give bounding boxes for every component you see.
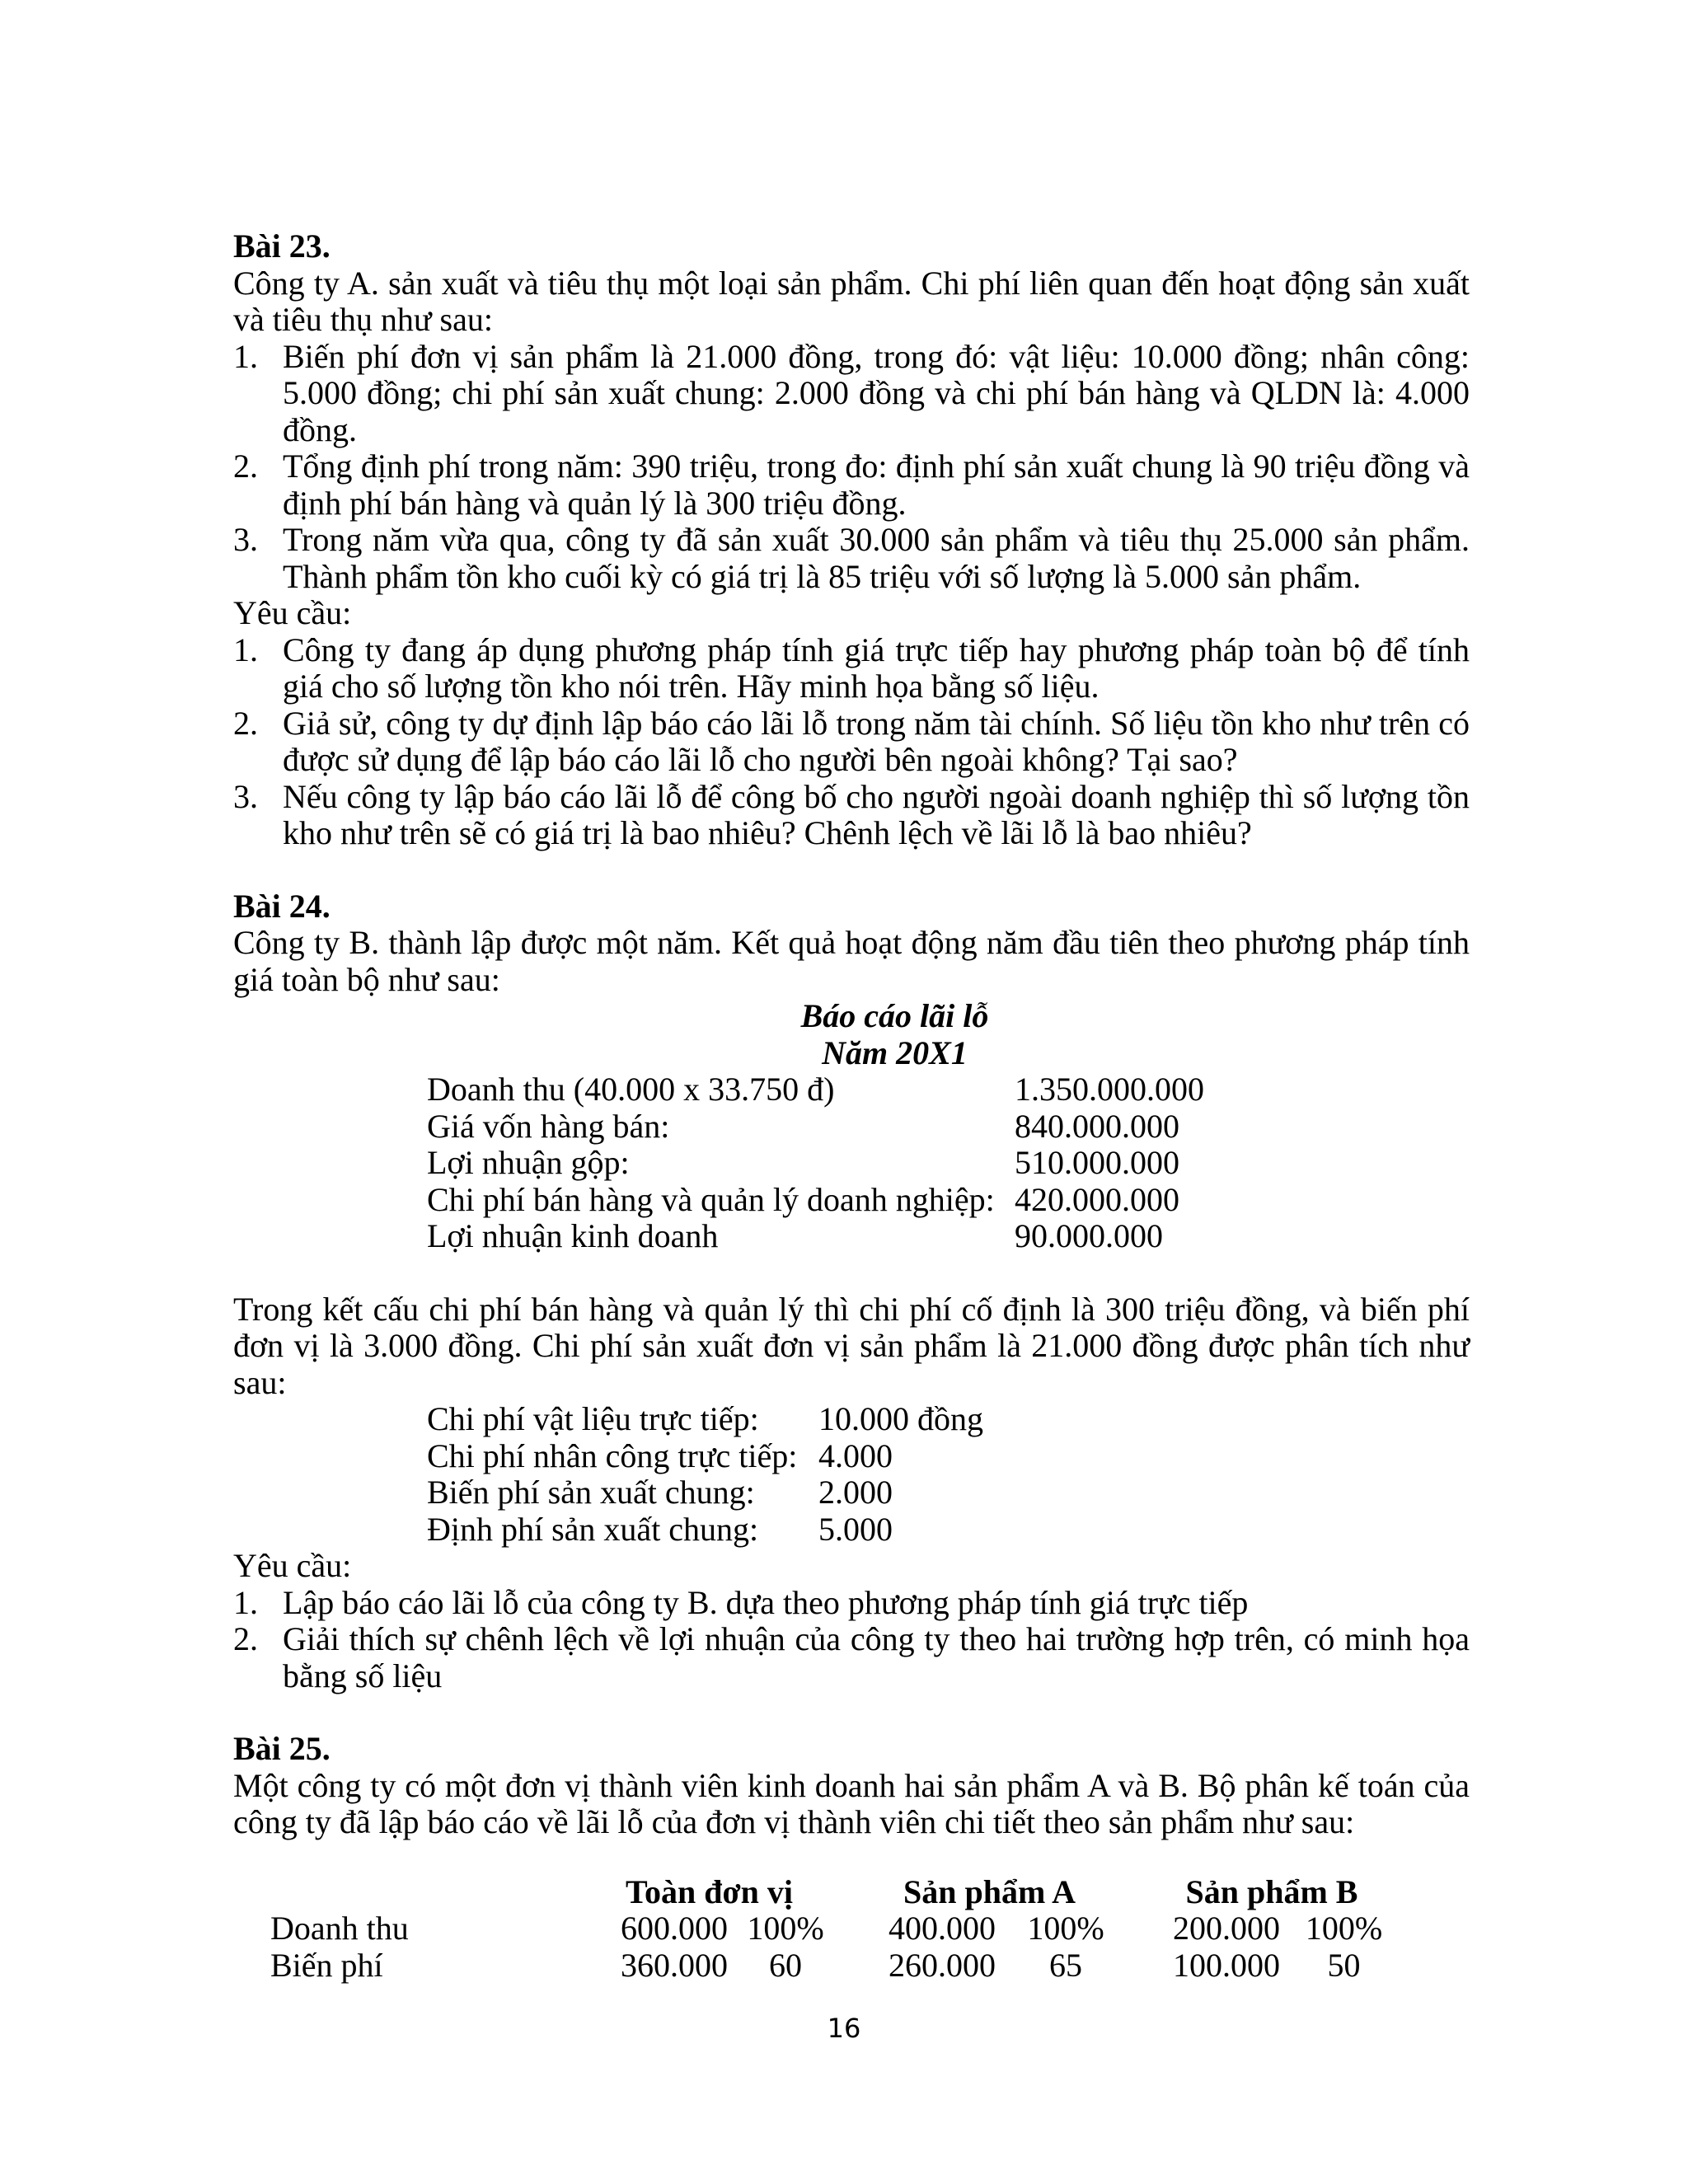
item-text: Nếu công ty lập báo cáo lãi lỗ để công bố cho người ngoài doanh nghiệp thì số lượng tồn kho như trên sẽ có giá trị là bao nhiêu? Chênh lệch về lãi lỗ là bao nhiêu?: [283, 777, 1470, 851]
list-item: [233, 779, 1470, 852]
table-row: [427, 1474, 983, 1511]
table-row: [270, 1910, 1408, 1947]
row-value: 10.000 đồng: [818, 1400, 983, 1437]
exercise-23-requirements-list: [233, 632, 1470, 852]
header-whole-unit: Toàn đơn vị: [625, 1872, 793, 1910]
row-value: 1.350.000.000: [1015, 1071, 1204, 1108]
table-row: [427, 1182, 1204, 1219]
row-label: Chi phí bán hàng và quản lý doanh nghiệp:: [427, 1180, 995, 1218]
table-row: [427, 1145, 1204, 1182]
exercise-23-data-list: [233, 339, 1470, 596]
item-number: 3.: [233, 777, 258, 815]
exercise-23-intro: Công ty A. sản xuất và tiêu thụ một loại sản phẩm. Chi phí liên quan đến hoạt động sản xuất và tiêu thụ như sau:: [233, 264, 1470, 338]
item-text: Giải thích sự chênh lệch về lợi nhuận của công ty theo hai trường hợp trên, có minh họa bằng số liệu: [283, 1620, 1470, 1694]
exercise-23-requirements-label: Yêu cầu:: [233, 594, 352, 631]
exercise-24-requirements-label: Yêu cầu:: [233, 1547, 352, 1584]
item-text: Trong năm vừa qua, công ty đã sản xuất 30.000 sản phẩm và tiêu thụ 25.000 sản phẩm. Thành phẩm tồn kho cuối kỳ có giá trị là 85 triệu với số lượng là 5.000 sản phẩm.: [283, 521, 1470, 595]
row-value: 420.000.000: [1015, 1180, 1179, 1218]
row-label: Doanh thu: [270, 1910, 409, 1947]
row-label: Lợi nhuận gộp:: [427, 1144, 630, 1181]
exercise-23-title: Bài 23.: [233, 227, 331, 265]
header-product-b: Sản phẩm B: [1185, 1872, 1358, 1910]
row-label: Biến phí sản xuất chung:: [427, 1474, 755, 1511]
row-value: 4.000: [818, 1436, 893, 1474]
item-text: Giả sử, công ty dự định lập báo cáo lãi lỗ trong năm tài chính. Số liệu tồn kho như trên có được sử dụng để lập báo cáo lãi lỗ cho người bên ngoài không? Tại sao?: [283, 704, 1470, 778]
cell-percent: 100%: [1027, 1910, 1104, 1947]
table-row: [427, 1511, 983, 1549]
exercise-24-intro: Công ty B. thành lập được một năm. Kết quả hoạt động năm đầu tiên theo phương pháp tính giá toàn bộ như sau:: [233, 924, 1470, 998]
exercise-24-cost-paragraph: Trong kết cấu chi phí bán hàng và quản lý thì chi phí cố định là 300 triệu đồng, và biến phí đơn vị là 3.000 đồng. Chi phí sản xuất đơn vị sản phẩm là 21.000 đồng được phân tích như sau:: [233, 1290, 1470, 1401]
row-label: Lợi nhuận kinh doanh: [427, 1217, 719, 1254]
item-number: 2.: [233, 448, 258, 485]
row-label: Chi phí vật liệu trực tiếp:: [427, 1400, 759, 1437]
exercise-25-intro: Một công ty có một đơn vị thành viên kinh doanh hai sản phẩm A và B. Bộ phân kế toán của công ty đã lập báo cáo về lãi lỗ của đơn vị thành viên chi tiết theo sản phẩm như sau:: [233, 1766, 1470, 1840]
table-header-row: [270, 1874, 1408, 1911]
cell-value: 200.000: [1173, 1910, 1280, 1947]
row-label: Chi phí nhân công trực tiếp:: [427, 1436, 798, 1474]
list-item: [233, 448, 1470, 522]
report-title: Báo cáo lãi lỗ: [800, 997, 989, 1034]
list-item: [233, 1621, 1470, 1694]
row-value: 2.000: [818, 1474, 893, 1511]
table-row: [270, 1947, 1408, 1985]
row-label: Biến phí: [270, 1946, 383, 1984]
item-text: Lập báo cáo lãi lỗ của công ty B. dựa theo phương pháp tính giá trực tiếp: [283, 1583, 1249, 1621]
page-content: [233, 228, 1470, 1984]
cell-percent: 100%: [1305, 1910, 1383, 1947]
row-value: 5.000: [818, 1510, 893, 1548]
table-row: [427, 1401, 983, 1438]
cell-percent: 65: [1049, 1946, 1082, 1984]
row-value: 90.000.000: [1015, 1217, 1163, 1254]
report-year: Năm 20X1: [822, 1033, 968, 1071]
cell-value: 600.000: [621, 1910, 728, 1947]
list-item: [233, 522, 1470, 595]
cell-value: 260.000: [889, 1946, 996, 1984]
exercise-24-title: Bài 24.: [233, 887, 331, 925]
list-item: [233, 705, 1470, 779]
table-row: [427, 1438, 983, 1475]
segment-report-table: [270, 1874, 1408, 1985]
row-value: 510.000.000: [1015, 1144, 1179, 1181]
list-item: [233, 1585, 1470, 1622]
row-value: 840.000.000: [1015, 1107, 1179, 1145]
item-number: 1.: [233, 337, 258, 375]
item-number: 1.: [233, 1583, 258, 1621]
table-row: [427, 1218, 1204, 1255]
list-item: [233, 339, 1470, 449]
exercise-24-requirements-list: [233, 1585, 1470, 1695]
cell-value: 360.000: [621, 1946, 728, 1984]
item-text: Tổng định phí trong năm: 390 triệu, trong đo: định phí sản xuất chung là 90 triệu đồng và định phí bán hàng và quản lý là 300 triệu đồng.: [283, 448, 1470, 522]
cell-value: 100.000: [1173, 1946, 1280, 1984]
item-number: 2.: [233, 704, 258, 742]
list-item: [233, 632, 1470, 705]
page-number: 16: [827, 2013, 861, 2044]
exercise-25-title: Bài 25.: [233, 1730, 331, 1767]
cell-percent: 50: [1327, 1946, 1361, 1984]
income-statement-table: [427, 1071, 1204, 1255]
row-label: Định phí sản xuất chung:: [427, 1510, 759, 1548]
item-text: Công ty đang áp dụng phương pháp tính giá trực tiếp hay phương pháp toàn bộ để tính giá cho số lượng tồn kho nói trên. Hãy minh họa bằng số liệu.: [283, 630, 1470, 705]
header-blank: [270, 1874, 575, 1911]
item-text: Biến phí đơn vị sản phẩm là 21.000 đồng, trong đó: vật liệu: 10.000 đồng; nhân công: 5.000 đồng; chi phí sản xuất chung: 2.000 đồng và chi phí bán hàng và QLDN là: 4.000 đồng.: [283, 337, 1470, 448]
unit-cost-table: [427, 1401, 983, 1548]
cell-percent: 100%: [747, 1910, 824, 1947]
cell-percent: 60: [769, 1946, 802, 1984]
row-label: Doanh thu (40.000 x 33.750 đ): [427, 1071, 835, 1108]
table-row: [427, 1108, 1204, 1146]
cell-value: 400.000: [889, 1910, 996, 1947]
table-row: [427, 1071, 1204, 1108]
item-number: 2.: [233, 1620, 258, 1657]
row-label: Giá vốn hàng bán:: [427, 1107, 670, 1145]
header-product-a: Sản phẩm A: [903, 1872, 1076, 1910]
item-number: 3.: [233, 521, 258, 558]
item-number: 1.: [233, 630, 258, 668]
